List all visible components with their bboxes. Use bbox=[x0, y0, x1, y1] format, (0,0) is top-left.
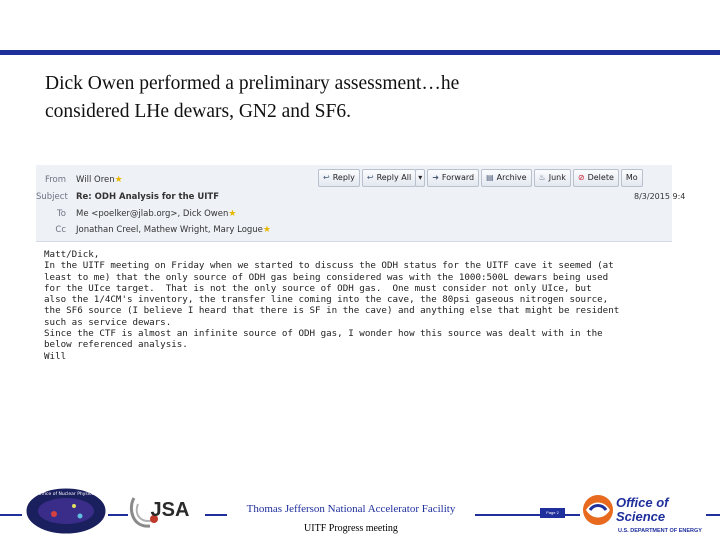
reply-all-dropdown[interactable] bbox=[415, 169, 425, 187]
cc-label: Cc bbox=[55, 225, 66, 235]
email-date: 8/3/2015 9:4 bbox=[634, 192, 686, 201]
from-name[interactable]: Will Oren bbox=[76, 175, 115, 185]
to-label: To bbox=[57, 209, 66, 219]
slide-title-line-2: considered LHe dewars, GN2 and SF6. bbox=[45, 101, 351, 122]
onp-logo-text: Office of Nuclear Physics bbox=[38, 492, 94, 497]
doe-office-of-science-logo bbox=[580, 492, 706, 536]
to-recipients[interactable]: Me <poelker@jlab.org>, Dick Owen bbox=[76, 209, 229, 219]
from-label: From bbox=[44, 175, 66, 185]
reply-all-button[interactable] bbox=[362, 169, 416, 187]
more-label: Mo bbox=[625, 173, 638, 182]
footer-rule-center-left bbox=[205, 514, 227, 516]
office-of-nuclear-physics-logo bbox=[24, 486, 108, 536]
subject-value: Re: ODH Analysis for the UITF bbox=[76, 192, 220, 202]
cc-recipients[interactable]: Jonathan Creel, Mathew Wright, Mary Logue bbox=[76, 225, 263, 235]
email-body bbox=[44, 249, 672, 362]
forward-label: Forward bbox=[441, 173, 475, 182]
email-screenshot bbox=[36, 165, 686, 405]
reply-label: Reply bbox=[332, 173, 355, 182]
forward-icon: ➜ bbox=[432, 173, 439, 182]
doe-logo-line-3: U.S. DEPARTMENT OF ENERGY bbox=[618, 528, 702, 534]
footer-rule-left bbox=[0, 514, 22, 516]
body-line: least to me) that the only source of ODH gas being considered was with the 1000:500L dewars being used bbox=[44, 271, 609, 283]
email-toolbar bbox=[318, 169, 645, 187]
cc-value[interactable] bbox=[76, 225, 271, 235]
body-line: Since the CTF is almost an infinite source of ODH gas, I wonder how this source was dealt with in the bbox=[44, 328, 603, 340]
body-line: for the UIce target. That is not the only source of ODH gas. One must consider not only UIce, but bbox=[44, 282, 592, 294]
from-value[interactable] bbox=[76, 175, 123, 185]
reply-all-label: Reply All bbox=[376, 173, 412, 182]
body-line: below referenced analysis. bbox=[44, 339, 188, 351]
junk-icon: ♨ bbox=[538, 173, 546, 182]
subject-label: Subject bbox=[36, 192, 68, 202]
star-icon[interactable]: ★ bbox=[228, 209, 237, 219]
junk-label: Junk bbox=[548, 173, 566, 182]
archive-label: Archive bbox=[496, 173, 527, 182]
body-line: such as service dewars. bbox=[44, 316, 172, 328]
reply-all-icon: ↩ bbox=[366, 173, 374, 182]
jsa-logo bbox=[124, 486, 206, 536]
footer-rule-right bbox=[706, 514, 720, 516]
archive-button[interactable] bbox=[481, 169, 532, 187]
delete-label: Delete bbox=[587, 173, 614, 182]
reply-button[interactable] bbox=[318, 169, 360, 187]
body-line: the SF6 source (I believe I heard that there is SF in the cave) and anything else that might be resident bbox=[44, 305, 620, 317]
slide-title-line-1: Dick Owen performed a preliminary assessment…he bbox=[45, 73, 460, 94]
delete-icon: ⊘ bbox=[577, 173, 585, 182]
body-line: Will bbox=[44, 350, 67, 362]
slide-title bbox=[45, 70, 685, 126]
page-number: Page 2 bbox=[540, 508, 565, 518]
junk-button[interactable] bbox=[534, 169, 571, 187]
jsa-logo-text: JSA bbox=[150, 499, 190, 521]
footer-meeting-name: UITF Progress meeting bbox=[304, 523, 398, 534]
doe-logo-line-2: Science bbox=[616, 509, 666, 524]
body-line: also the 1/4CM's inventory, the transfer line coming into the cave, the 80psi gaseous nitrogen source, bbox=[44, 294, 609, 306]
body-line: In the UITF meeting on Friday when we started to discuss the ODH status for the UITF cave it seemed (at bbox=[44, 260, 614, 272]
body-line: Matt/Dick, bbox=[44, 249, 100, 260]
email-header bbox=[36, 165, 686, 242]
archive-icon: ▤ bbox=[486, 173, 494, 182]
doe-logo-line-1: Office of bbox=[616, 495, 669, 510]
star-icon[interactable]: ★ bbox=[262, 225, 271, 235]
footer-lab-name: Thomas Jefferson National Accelerator Facility bbox=[246, 503, 456, 515]
more-button[interactable] bbox=[621, 169, 643, 187]
forward-button[interactable] bbox=[427, 169, 479, 187]
delete-button[interactable] bbox=[573, 169, 619, 187]
reply-icon: ↩ bbox=[323, 173, 330, 182]
chevron-down-icon: ▾ bbox=[418, 173, 423, 182]
star-icon[interactable]: ★ bbox=[114, 175, 123, 185]
top-accent-bar bbox=[0, 50, 720, 55]
to-value[interactable] bbox=[76, 209, 236, 219]
